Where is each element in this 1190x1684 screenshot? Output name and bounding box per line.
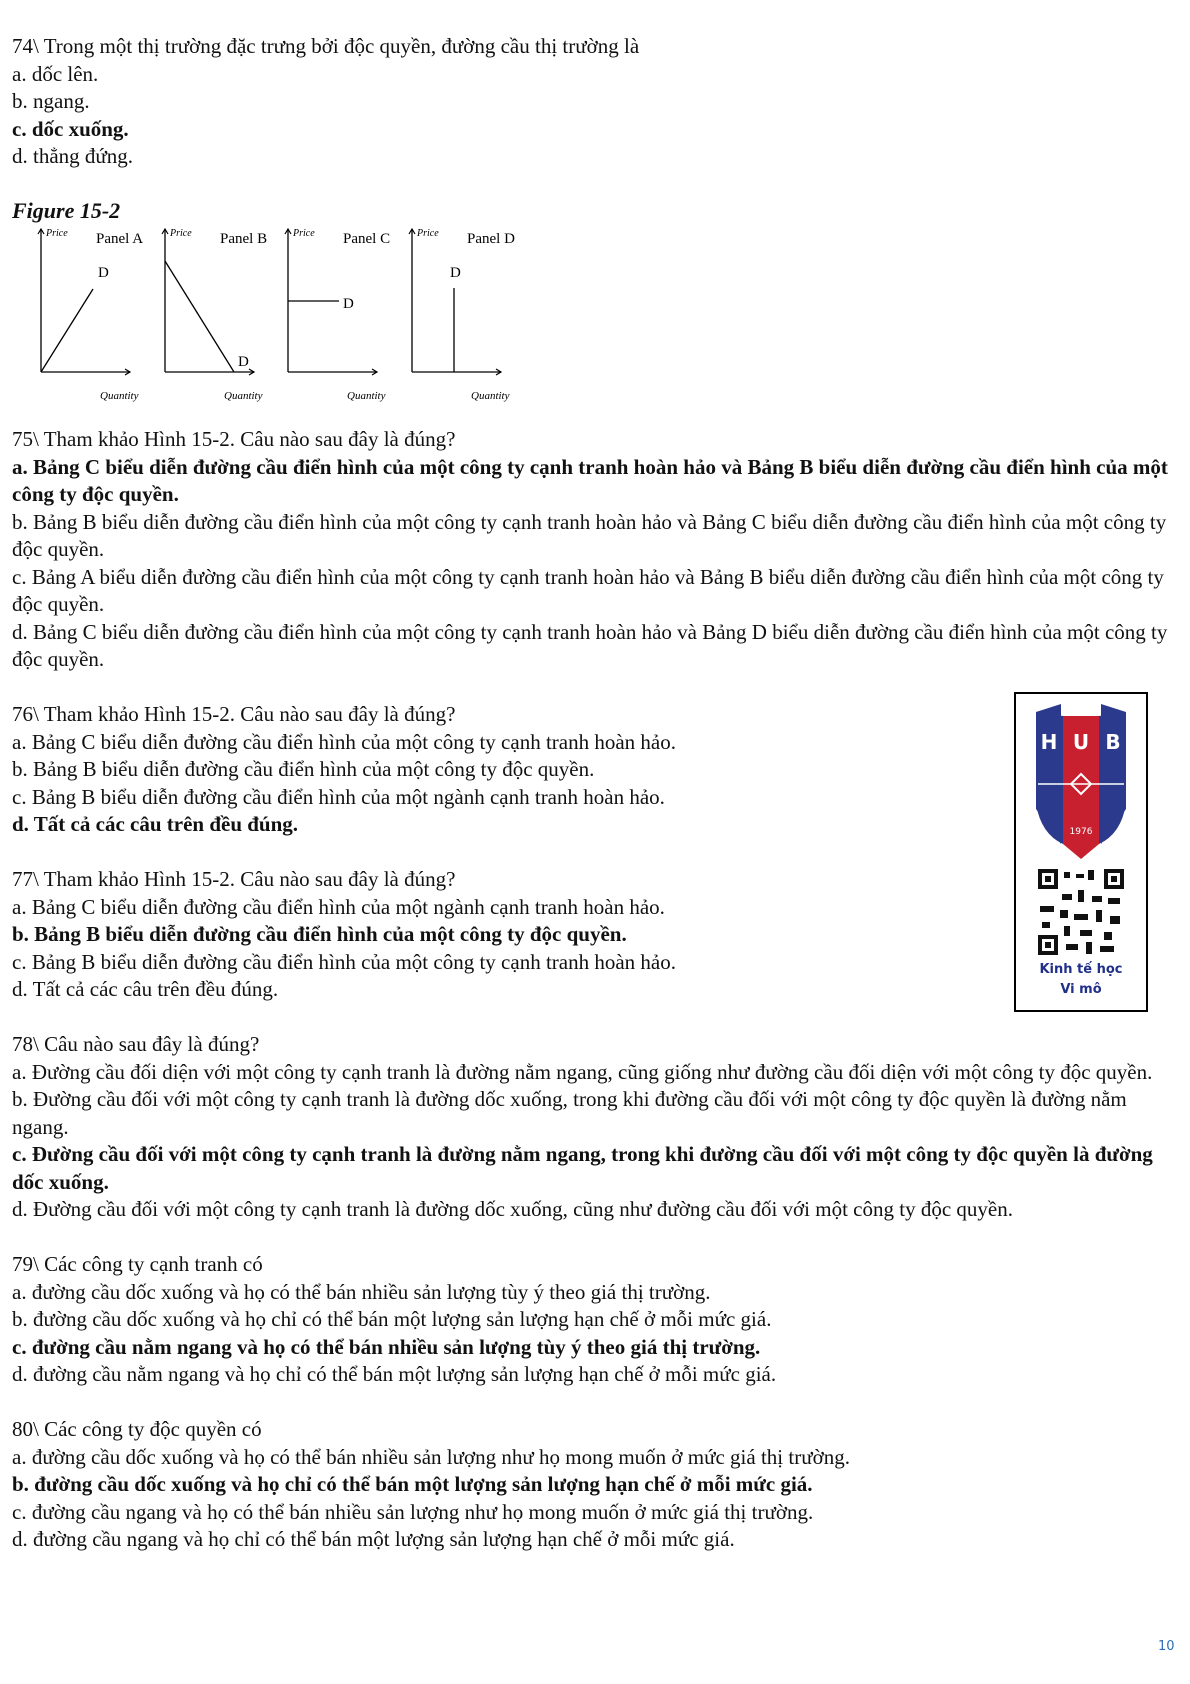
option-a-correct: a. Bảng C biểu diễn đường cầu điển hình của một công ty cạnh tranh hoàn hảo và Bảng B biểu diễn đường cầu điển hình của một công ty độc quyền. [12,454,1168,506]
svg-text:U: U [1072,730,1090,754]
x-axis-label: Quantity [347,390,386,402]
option-d: d. thẳng đứng. [12,144,134,168]
option-b: b. Bảng B biểu diễn đường cầu điển hình của một công ty độc quyền. [12,757,595,781]
option-a: a. đường cầu dốc xuống và họ có thể bán nhiều sản lượng như họ mong muốn ở mức giá thị trường. [12,1444,850,1469]
option-c: c. Bảng A biểu diễn đường cầu điển hình của một công ty cạnh tranh hoàn hảo và Bảng B biểu diễn đường cầu điển hình của một công ty độc quyền. [12,564,1164,616]
hub-shield-logo [1016,694,1146,964]
svg-text:B: B [1105,730,1121,754]
option-c-correct: c. đường cầu nằm ngang và họ có thể bán nhiều sản lượng tùy ý theo giá thị trường. [12,1334,761,1359]
svg-text:1976: 1976 [1069,827,1093,837]
logo-caption-line1: Kinh tế học [1039,962,1123,977]
question-77 [12,866,1184,1004]
option-b: b. Bảng B biểu diễn đường cầu điển hình của một công ty cạnh tranh hoàn hảo và Bảng C biểu diễn đường cầu điển hình của một công ty độc quyền. [12,509,1167,561]
question-text: 79\ Các công ty cạnh tranh có [12,1252,263,1276]
option-b-correct: b. đường cầu dốc xuống và họ chỉ có thể bán một lượng sản lượng hạn chế ở mỗi mức giá. [12,1472,813,1496]
question-79 [12,1251,1184,1389]
option-c-correct: c. dốc xuống. [12,116,129,141]
y-axis-label: Price [46,228,68,239]
option-c: c. Bảng B biểu diễn đường cầu điển hình của một công ty cạnh tranh hoàn hảo. [12,949,676,974]
logo-caption-line2: Vi mô [1060,982,1102,997]
option-d: d. Tất cả các câu trên đều đúng. [12,977,279,1001]
option-d: d. Đường cầu đối với một công ty cạnh tranh là đường dốc xuống, cũng như đường cầu đối với một công ty độc quyền. [12,1197,1013,1221]
demand-curve [41,289,93,372]
hub-logo-box [1014,692,1148,1012]
option-b: b. ngang. [12,89,90,113]
question-76 [12,701,1184,839]
page-number: 10 [1158,1639,1175,1654]
question-text: 75\ Tham khảo Hình 15-2. Câu nào sau đây là đúng? [12,427,456,451]
panel-title: Panel D [467,231,515,247]
demand-curve-label: D [238,354,249,370]
question-78 [12,1031,1184,1224]
option-d: d. đường cầu ngang và họ chỉ có thể bán một lượng sản lượng hạn chế ở mỗi mức giá. [12,1527,735,1551]
option-d-correct: d. Tất cả các câu trên đều đúng. [12,812,299,836]
option-b: b. đường cầu dốc xuống và họ chỉ có thể bán một lượng sản lượng hạn chế ở mỗi mức giá. [12,1307,772,1331]
option-a: a. Bảng C biểu diễn đường cầu điển hình của một ngành cạnh tranh hoàn hảo. [12,894,665,919]
y-axis-label: Price [417,228,439,239]
option-b-correct: b. Bảng B biểu diễn đường cầu điển hình của một công ty độc quyền. [12,922,627,946]
figure-15-2 [0,215,850,405]
demand-curve-label: D [343,296,354,312]
option-a: a. Bảng C biểu diễn đường cầu điển hình của một công ty cạnh tranh hoàn hảo. [12,729,676,754]
demand-curve [165,261,234,372]
panel-title: Panel A [96,231,144,247]
option-a: a. Đường cầu đối diện với một công ty cạnh tranh là đường nằm ngang, cũng giống như đường cầu đối diện với một công ty độc quyền. [12,1059,1153,1084]
question-text: 77\ Tham khảo Hình 15-2. Câu nào sau đây là đúng? [12,867,456,891]
x-axis-label: Quantity [100,390,139,402]
x-axis-label: Quantity [224,390,263,402]
option-a: a. đường cầu dốc xuống và họ có thể bán nhiều sản lượng tùy ý theo giá thị trường. [12,1279,711,1304]
question-75 [12,426,1184,674]
option-b: b. Đường cầu đối với một công ty cạnh tranh là đường dốc xuống, trong khi đường cầu đối với một công ty độc quyền là đường nằm ngang. [12,1087,1127,1139]
question-text: 74\ Trong một thị trường đặc trưng bởi độc quyền, đường cầu thị trường là [12,34,640,58]
option-c-correct: c. Đường cầu đối với một công ty cạnh tranh là đường nằm ngang, trong khi đường cầu đối với một công ty độc quyền là đường dốc xuống. [12,1142,1153,1194]
question-text: 76\ Tham khảo Hình 15-2. Câu nào sau đây là đúng? [12,702,456,726]
option-c: c. đường cầu ngang và họ có thể bán nhiều sản lượng như họ mong muốn ở mức giá thị trường. [12,1499,814,1524]
option-d: d. đường cầu nằm ngang và họ chỉ có thể bán một lượng sản lượng hạn chế ở mỗi mức giá. [12,1362,777,1386]
svg-text:H: H [1040,730,1058,754]
option-d: d. Bảng C biểu diễn đường cầu điển hình của một công ty cạnh tranh hoàn hảo và Bảng D biểu diễn đường cầu điển hình của một công ty độc quyền. [12,619,1168,671]
demand-curve-label: D [450,265,461,281]
question-74 [12,33,1184,171]
question-80 [12,1416,1184,1554]
panel-title: Panel B [220,231,268,247]
figure-title: Figure 15-2 [12,198,121,223]
y-axis-label: Price [170,228,192,239]
option-a: a. dốc lên. [12,61,99,86]
y-axis-label: Price [293,228,315,239]
panel-title: Panel C [343,231,391,247]
option-c: c. Bảng B biểu diễn đường cầu điển hình của một ngành cạnh tranh hoàn hảo. [12,784,665,809]
x-axis-label: Quantity [471,390,510,402]
question-text: 78\ Câu nào sau đây là đúng? [12,1032,260,1056]
questions-75-80 [12,426,1184,1554]
demand-curve-label: D [98,265,109,281]
question-text: 80\ Các công ty độc quyền có [12,1417,262,1441]
